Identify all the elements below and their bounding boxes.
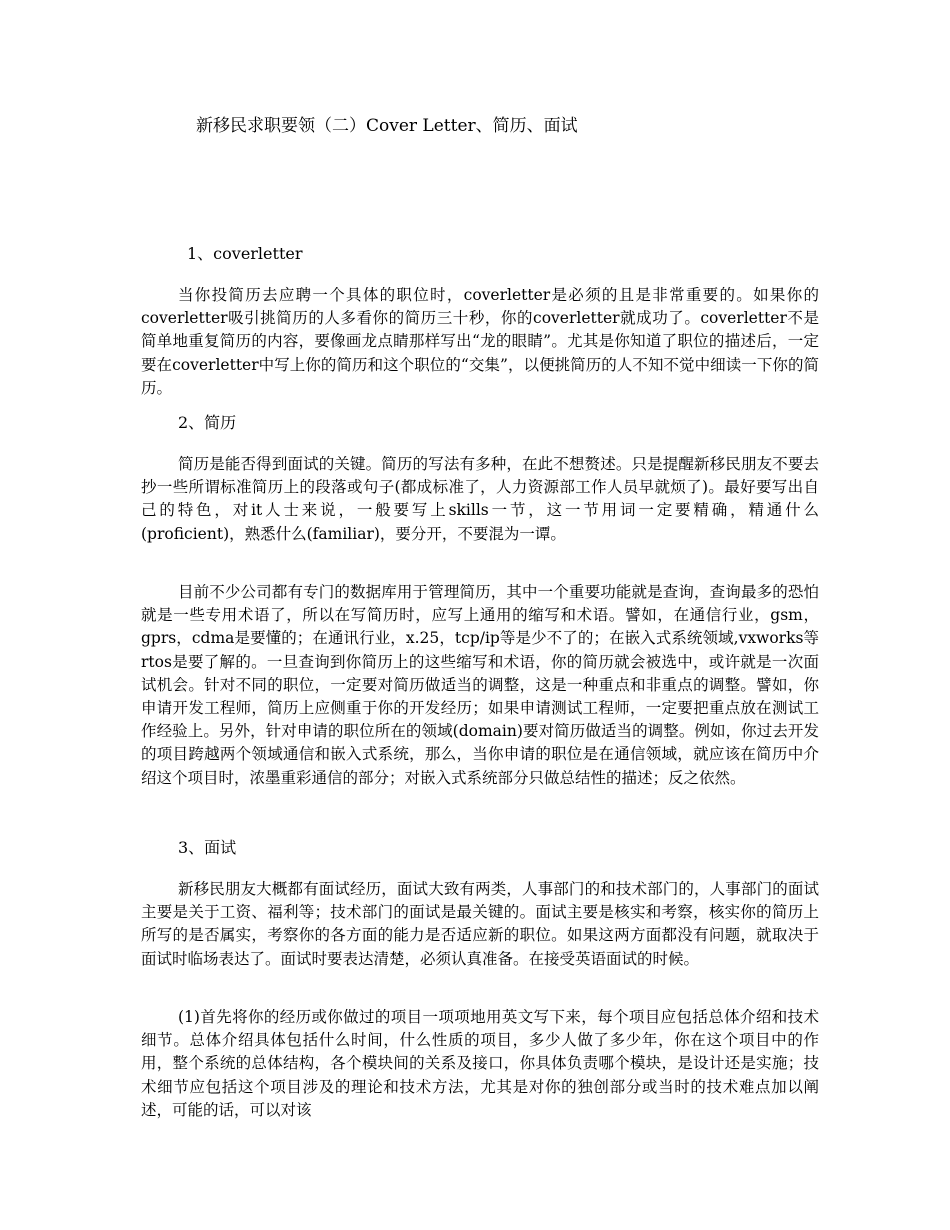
paragraph-coverletter: 当你投简历去应聘一个具体的职位时，coverletter是必须的且是非常重要的。如果你的coverletter吸引挑简历的人多看你的简历三十秒，你的coverletter就成功了。coverletter不是简单地重复简历的内容，要像画龙点睛那样写出“龙的眼睛”。尤其是你知道了职位的描述后，一定要在coverletter中写上你的简历和这个职位的“交集”，以便挑简历的人不知不觉中细读一下你的简历。 bbox=[141, 286, 819, 397]
section-heading-coverletter: 1、coverletter bbox=[187, 244, 303, 263]
paragraph-interview-1: 新移民朋友大概都有面试经历，面试大致有两类，人事部门的和技术部门的，人事部门的面试主要是关于工资、福利等；技术部门的面试是最关键的。面试主要是核实和考察，核实你的简历上所写的是否属实，考察你的各方面的能力是否适应新的职位。如果这两方面都没有问题，就取决于面试时临场表达了。面试时要表达清楚，必须认真准备。在接受英语面试的时候。 bbox=[141, 880, 819, 968]
section-heading-resume: 2、简历 bbox=[178, 413, 237, 432]
section-heading-interview: 3、面试 bbox=[178, 838, 237, 857]
paragraph-interview-2: (1)首先将你的经历或你做过的项目一项项地用英文写下来，每个项目应包括总体介绍和技术细节。总体介绍具体包括什么时间，什么性质的项目，多少人做了多少年，你在这个项目中的作用，整个系统的总体结构，各个模块间的关系及接口，你具体负责哪个模块，是设计还是实施；技术细节应包括这个项目涉及的理论和技术方法，尤其是对你的独创部分或当时的技术难点加以阐述，可能的话，可以对该 bbox=[141, 1008, 819, 1119]
paragraph-resume-2: 目前不少公司都有专门的数据库用于管理简历，其中一个重要功能就是查询，查询最多的恐怕就是一些专用术语了，所以在写简历时，应写上通用的缩写和术语。譬如，在通信行业，gsm，gprs，cdma是要懂的；在通讯行业，x.25，tcp/ip等是少不了的；在嵌入式系统领域,vxworks等rtos是要了解的。一旦查询到你简历上的这些缩写和术语，你的简历就会被选中，或许就是一次面试机会。针对不同的职位，一定要对简历做适当的调整，这是一种重点和非重点的调整。譬如，你申请开发工程师，简历上应侧重于你的开发经历；如果申请测试工程师，一定要把重点放在测试工作经验上。另外，针对申请的职位所在的领域(domain)要对简历做适当的调整。例如，你过去开发的项目跨越两个领域通信和嵌入式系统，那么，当你申请的职位是在通信领域，就应该在简历中介绍这个项目时，浓墨重彩通信的部分；对嵌入式系统部分只做总结性的描述；反之依然。 bbox=[141, 583, 819, 787]
paragraph-resume-1: 简历是能否得到面试的关键。简历的写法有多种，在此不想赘述。只是提醒新移民朋友不要去抄一些所谓标准简历上的段落或句子(都成标准了，人力资源部工作人员早就烦了)。最好要写出自己的特色，对it人士来说，一般要写上skills一节，这一节用词一定要精确，精通什么(proficient)，熟悉什么(familiar)，要分开，不要混为一谭。 bbox=[141, 455, 819, 543]
document-title: 新移民求职要领（二）Cover Letter、简历、面试 bbox=[196, 116, 578, 136]
